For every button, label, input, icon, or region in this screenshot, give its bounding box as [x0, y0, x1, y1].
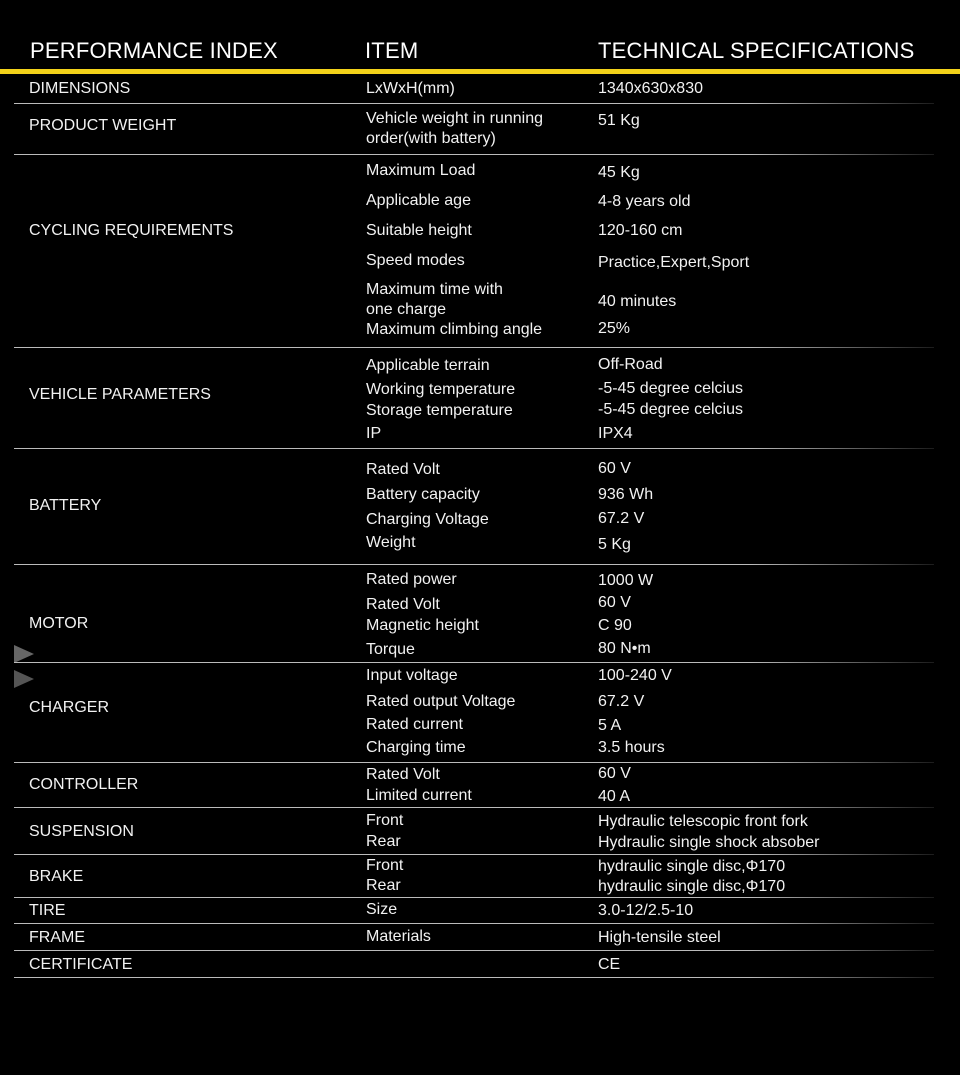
item-applicable-terrain: Applicable terrain	[366, 357, 490, 374]
category-certificate: CERTIFICATE	[29, 956, 133, 973]
item-suspension-front: Front	[366, 812, 404, 829]
spec-brake-rear: hydraulic single disc,Φ170	[598, 878, 786, 895]
item-storage-temperature: Storage temperature	[366, 402, 513, 419]
spec-max-climbing-angle: 25%	[598, 320, 631, 337]
row-divider	[14, 854, 934, 855]
item-maximum-load: Maximum Load	[366, 162, 476, 179]
item-rated-current: Rated current	[366, 716, 463, 733]
spec-maximum-load: 45 Kg	[598, 164, 640, 181]
item-max-time-line2: one charge	[366, 301, 447, 318]
category-charger: CHARGER	[29, 699, 110, 716]
spec-applicable-terrain: Off-Road	[598, 356, 663, 373]
spec-speed-modes: Practice,Expert,Sport	[598, 254, 750, 271]
decorative-arrow-shape	[14, 670, 34, 688]
spec-controller-rated-volt: 60 V	[598, 765, 631, 782]
item-lxwxh: LxWxH(mm)	[366, 80, 455, 97]
spec-max-time: 40 minutes	[598, 293, 677, 310]
header-accent-bar	[0, 69, 960, 74]
spec-ip: IPX4	[598, 425, 633, 442]
row-divider	[14, 807, 934, 808]
item-brake-rear: Rear	[366, 877, 401, 894]
item-torque: Torque	[366, 641, 415, 658]
spec-rated-output-voltage: 67.2 V	[598, 693, 645, 710]
spec-motor-rated-volt: 60 V	[598, 594, 631, 611]
spec-certificate: CE	[598, 956, 621, 973]
category-dimensions: DIMENSIONS	[29, 80, 131, 97]
spec-storage-temperature: -5-45 degree celcius	[598, 401, 743, 418]
spec-suitable-height: 120-160 cm	[598, 222, 683, 239]
spec-rated-current: 5 A	[598, 717, 622, 734]
row-divider	[14, 977, 934, 978]
spec-product-weight: 51 Kg	[598, 112, 640, 129]
spec-working-temperature: -5-45 degree celcius	[598, 380, 743, 397]
row-divider	[14, 448, 934, 449]
item-vehicle-weight-line2: order(with battery)	[366, 130, 496, 147]
item-max-climbing-angle: Maximum climbing angle	[366, 321, 543, 338]
spec-weight: 5 Kg	[598, 536, 631, 553]
row-divider	[14, 154, 934, 155]
row-divider	[14, 762, 934, 763]
spec-rated-power: 1000 W	[598, 572, 654, 589]
spec-frame-materials: High-tensile steel	[598, 929, 721, 946]
header-technical-specifications: TECHNICAL SPECIFICATIONS	[598, 38, 915, 63]
spec-magnetic-height: C 90	[598, 617, 632, 634]
header-item: ITEM	[365, 38, 419, 63]
spec-brake-front: hydraulic single disc,Φ170	[598, 858, 786, 875]
row-divider	[14, 564, 934, 565]
category-product-weight: PRODUCT WEIGHT	[29, 117, 177, 134]
category-tire: TIRE	[29, 902, 66, 919]
category-suspension: SUSPENSION	[29, 823, 134, 840]
item-rated-power: Rated power	[366, 571, 457, 588]
row-divider	[14, 923, 934, 924]
item-speed-modes: Speed modes	[366, 252, 465, 269]
category-controller: CONTROLLER	[29, 776, 139, 793]
spec-suspension-rear: Hydraulic single shock absober	[598, 834, 820, 851]
item-brake-front: Front	[366, 857, 404, 874]
item-weight: Weight	[366, 534, 416, 551]
item-input-voltage: Input voltage	[366, 667, 458, 684]
item-max-time-line1: Maximum time with	[366, 281, 503, 298]
item-magnetic-height: Magnetic height	[366, 617, 479, 634]
category-brake: BRAKE	[29, 868, 84, 885]
spec-limited-current: 40 A	[598, 788, 631, 805]
item-charging-time: Charging time	[366, 739, 466, 756]
header-performance-index: PERFORMANCE INDEX	[30, 38, 278, 63]
item-battery-capacity: Battery capacity	[366, 486, 480, 503]
row-divider	[14, 347, 934, 348]
spec-rated-volt: 60 V	[598, 460, 631, 477]
category-motor: MOTOR	[29, 615, 89, 632]
item-limited-current: Limited current	[366, 787, 472, 804]
item-controller-rated-volt: Rated Volt	[366, 766, 440, 783]
item-rated-volt: Rated Volt	[366, 461, 440, 478]
category-cycling-requirements: CYCLING REQUIREMENTS	[29, 222, 234, 239]
row-divider	[14, 950, 934, 951]
item-charging-voltage: Charging Voltage	[366, 511, 489, 528]
spec-applicable-age: 4-8 years old	[598, 193, 691, 210]
row-divider	[14, 662, 934, 663]
spec-input-voltage: 100-240 V	[598, 667, 672, 684]
spec-charging-voltage: 67.2 V	[598, 510, 645, 527]
category-battery: BATTERY	[29, 497, 102, 514]
spec-battery-capacity: 936 Wh	[598, 486, 654, 503]
spec-suspension-front: Hydraulic telescopic front fork	[598, 813, 808, 830]
category-vehicle-parameters: VEHICLE PARAMETERS	[29, 386, 211, 403]
item-motor-rated-volt: Rated Volt	[366, 596, 440, 613]
row-divider	[14, 897, 934, 898]
item-vehicle-weight-line1: Vehicle weight in running	[366, 110, 544, 127]
row-divider	[14, 103, 934, 104]
item-rated-output-voltage: Rated output Voltage	[366, 693, 516, 710]
item-materials: Materials	[366, 928, 431, 945]
spec-charging-time: 3.5 hours	[598, 739, 665, 756]
spec-tire-size: 3.0-12/2.5-10	[598, 902, 694, 919]
item-applicable-age: Applicable age	[366, 192, 471, 209]
item-suitable-height: Suitable height	[366, 222, 472, 239]
item-suspension-rear: Rear	[366, 833, 401, 850]
item-ip: IP	[366, 425, 382, 442]
spec-dimensions: 1340x630x830	[598, 80, 703, 97]
decorative-arrow-shape	[14, 645, 34, 663]
item-working-temperature: Working temperature	[366, 381, 516, 398]
item-size: Size	[366, 901, 398, 918]
category-frame: FRAME	[29, 929, 85, 946]
spec-torque: 80 N•m	[598, 640, 651, 657]
